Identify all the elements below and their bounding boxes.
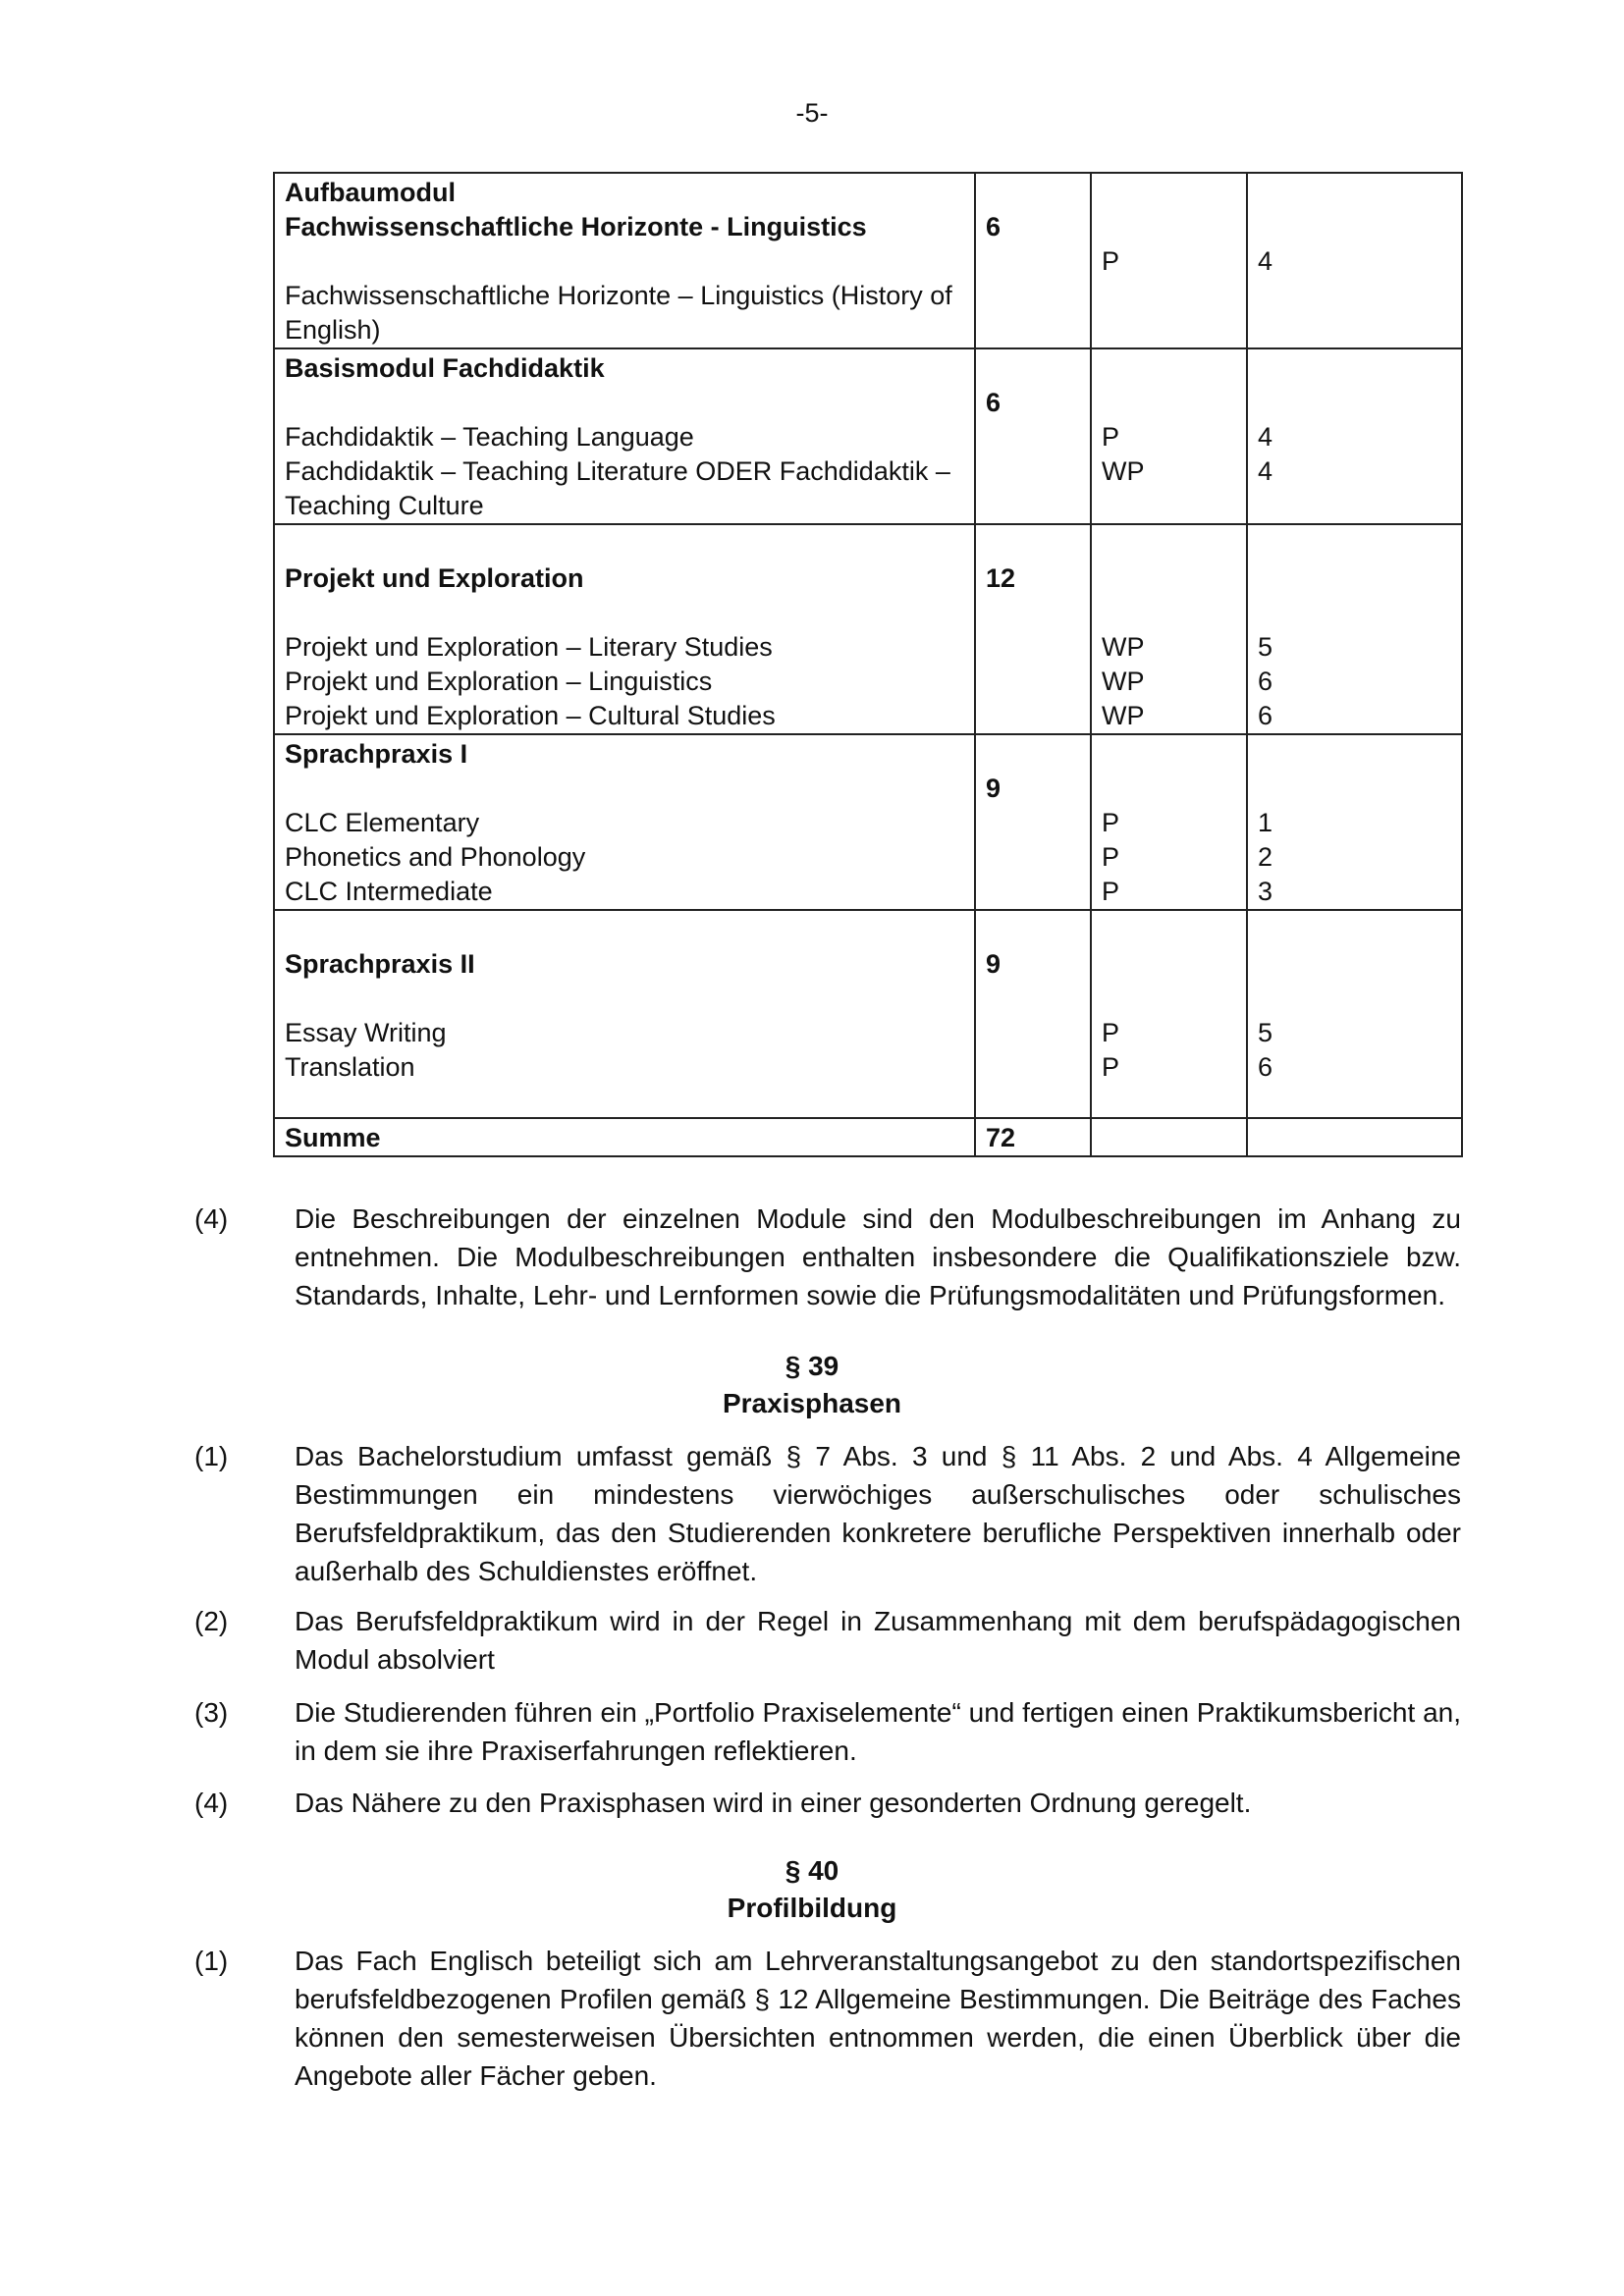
semester-cell (1247, 173, 1462, 348)
type-cell (1091, 348, 1247, 524)
paragraph-text: Das Fach Englisch beteiligt sich am Lehrveranstaltungsangebot zu den standortspezifischen berufsfeldbezogenen Profilen gemäß § 12 Allgemeine Bestimmungen. Die Beiträge des Faches können den semesterweisen Übersichten entnommen werden, die einen Überblick über die Angebote aller Fächer geben. (295, 1946, 1461, 2091)
paragraph-text: Das Nähere zu den Praxisphasen wird in einer gesonderten Ordnung geregelt. (295, 1788, 1252, 1818)
course-type: P (1102, 1018, 1120, 1047)
course-name: Translation (285, 1052, 415, 1082)
paragraph-text: Das Berufsfeldpraktikum wird in der Regel in Zusammenhang mit dem berufspädagogischen Modul absolviert (295, 1606, 1461, 1675)
module-row (274, 734, 1462, 910)
credits-cell (975, 910, 1091, 1118)
course-name: CLC Elementary (285, 808, 480, 837)
course-name: English) (285, 315, 381, 345)
course-name: Essay Writing (285, 1018, 447, 1047)
course-name: Projekt und Exploration – Literary Studies (285, 632, 773, 662)
course-semester: 4 (1258, 246, 1273, 276)
course-name: Projekt und Exploration – Cultural Studies (285, 701, 776, 730)
paragraph (194, 1437, 1461, 1590)
empty-cell (1247, 1118, 1462, 1156)
module-name-cell (274, 173, 975, 348)
course-name: Teaching Culture (285, 491, 484, 520)
course-semester: 3 (1258, 877, 1273, 906)
module-table (273, 172, 1463, 1157)
paragraph (194, 1784, 1461, 1822)
module-title: Fachwissenschaftliche Horizonte - Linguistics (285, 212, 867, 241)
module-row (274, 524, 1462, 734)
module-name-cell (274, 524, 975, 734)
module-name-cell (274, 734, 975, 910)
credits-cell (975, 524, 1091, 734)
paragraph-number: (1) (194, 1946, 229, 1976)
paragraph (194, 1602, 1461, 1679)
module-name-cell (274, 348, 975, 524)
paragraph-number: (2) (194, 1606, 229, 1636)
course-name: Fachwissenschaftliche Horizonte – Linguistics (History of (285, 281, 952, 310)
course-type: WP (1102, 701, 1145, 730)
course-semester: 6 (1258, 667, 1273, 696)
course-name: Phonetics and Phonology (285, 842, 586, 872)
course-semester: 6 (1258, 701, 1273, 730)
paragraph-number: (3) (194, 1697, 229, 1728)
semester-cell (1247, 734, 1462, 910)
course-name: CLC Intermediate (285, 877, 493, 906)
paragraph-text: Das Bachelorstudium umfasst gemäß § 7 Abs. 3 und § 11 Abs. 2 und Abs. 4 Allgemeine Bestimmungen ein mindestens vierwöchiges außerschulisches oder schulisches Berufsfeldpraktikum, das den Studierenden konkretere berufliche Perspektiven innerhalb oder außerhalb des Schuldienstes eröffnet. (295, 1441, 1461, 1586)
course-type: P (1102, 808, 1120, 837)
module-title: Sprachpraxis II (285, 949, 475, 979)
paragraph-number: (4) (194, 1788, 229, 1818)
course-semester: 4 (1258, 422, 1273, 452)
course-semester: 2 (1258, 842, 1273, 872)
semester-cell (1247, 910, 1462, 1118)
credits-cell (975, 173, 1091, 348)
section-title: Praxisphasen (722, 1388, 902, 1418)
sum-credits: 72 (986, 1123, 1016, 1152)
course-type: P (1102, 877, 1120, 906)
course-type: P (1102, 422, 1120, 452)
paragraph (194, 1200, 1461, 1314)
module-title: Projekt und Exploration (285, 563, 584, 593)
course-type: WP (1102, 667, 1145, 696)
section-number: § 40 (785, 1855, 839, 1886)
module-credits: 9 (986, 949, 1001, 979)
module-row (274, 173, 1462, 348)
module-name-cell (274, 910, 975, 1118)
course-name: Fachdidaktik – Teaching Literature ODER Fachdidaktik – (285, 456, 950, 486)
semester-cell (1247, 348, 1462, 524)
empty-cell (1091, 1118, 1247, 1156)
module-row (274, 348, 1462, 524)
course-semester: 5 (1258, 1018, 1273, 1047)
module-credits: 12 (986, 563, 1016, 593)
course-name: Fachdidaktik – Teaching Language (285, 422, 694, 452)
type-cell (1091, 173, 1247, 348)
course-type: WP (1102, 632, 1145, 662)
section-number: § 39 (785, 1351, 839, 1381)
course-name: Projekt und Exploration – Linguistics (285, 667, 713, 696)
module-title: Aufbaumodul (285, 178, 456, 207)
type-cell (1091, 524, 1247, 734)
credits-cell (975, 734, 1091, 910)
course-semester: 5 (1258, 632, 1273, 662)
page-number: -5- (795, 98, 829, 128)
section-title: Profilbildung (727, 1893, 897, 1923)
semester-cell (1247, 524, 1462, 734)
paragraph-number: (1) (194, 1441, 229, 1471)
sum-credits-cell (975, 1118, 1091, 1156)
paragraph-text: Die Studierenden führen ein „Portfolio Praxiselemente“ und fertigen einen Praktikumsbericht an, in dem sie ihre Praxiserfahrungen reflektieren. (295, 1697, 1461, 1766)
course-type: P (1102, 246, 1120, 276)
course-type: P (1102, 1052, 1120, 1082)
paragraph-text: Die Beschreibungen der einzelnen Module sind den Modulbeschreibungen im Anhang zu entnehmen. Die Modulbeschreibungen enthalten insbesondere die Qualifikationsziele bzw. Standards, Inhalte, Lehr- und Lernformen sowie die Prüfungsmodalitäten und Prüfungsformen. (295, 1203, 1461, 1310)
course-type: P (1102, 842, 1120, 872)
course-semester: 1 (1258, 808, 1273, 837)
sum-row (274, 1118, 1462, 1156)
course-type: WP (1102, 456, 1145, 486)
type-cell (1091, 734, 1247, 910)
module-row (274, 910, 1462, 1118)
course-semester: 4 (1258, 456, 1273, 486)
course-semester: 6 (1258, 1052, 1273, 1082)
paragraph (194, 1942, 1461, 2095)
credits-cell (975, 348, 1091, 524)
paragraph (194, 1693, 1461, 1770)
module-credits: 6 (986, 388, 1001, 417)
type-cell (1091, 910, 1247, 1118)
module-title: Sprachpraxis I (285, 739, 468, 769)
sum-label: Summe (285, 1123, 381, 1152)
module-credits: 6 (986, 212, 1001, 241)
module-credits: 9 (986, 774, 1001, 803)
module-title: Basismodul Fachdidaktik (285, 353, 605, 383)
paragraph-number: (4) (194, 1203, 229, 1234)
sum-label-cell (274, 1118, 975, 1156)
